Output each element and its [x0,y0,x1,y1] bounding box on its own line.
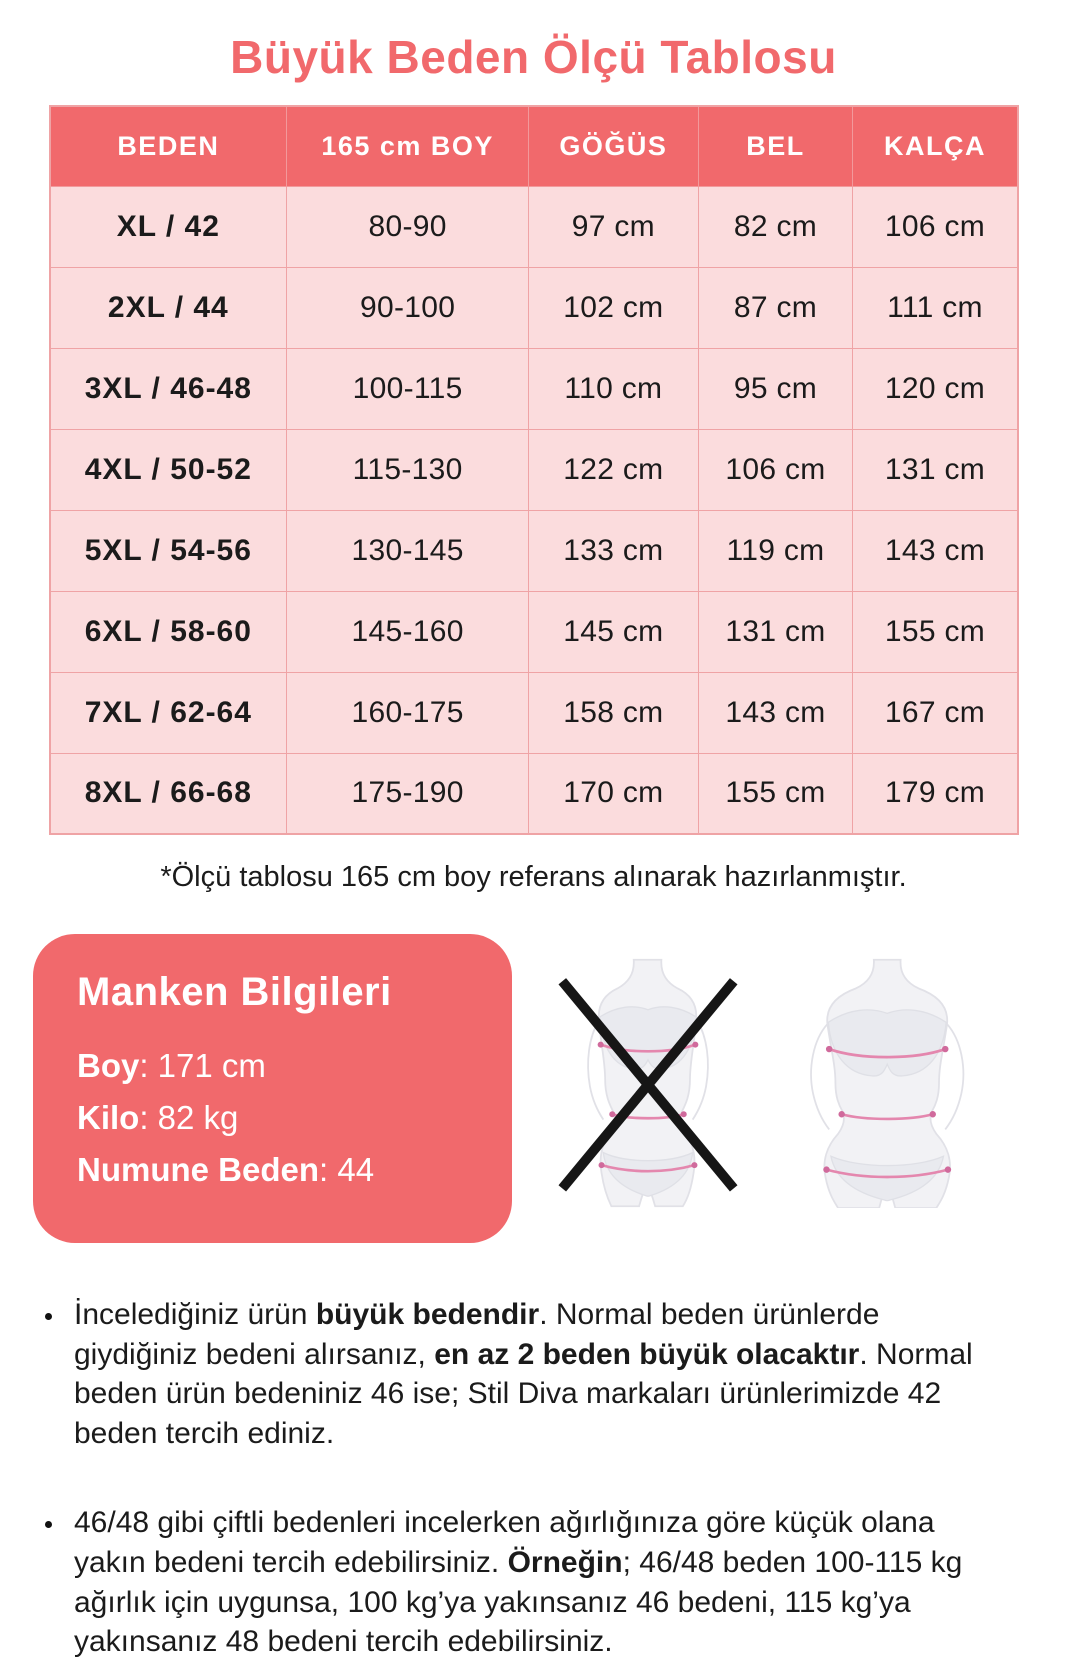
size-cell: 8XL / 66-68 [50,753,287,834]
measure-cell: 100-115 [287,348,529,429]
model-sample-size-line [77,1151,472,1189]
measure-dot [838,1111,844,1117]
measure-dot [929,1111,935,1117]
measure-cell: 167 cm [853,672,1018,753]
measure-cell: 106 cm [853,186,1018,267]
note-item [66,1503,1009,1661]
size-cell: 6XL / 58-60 [50,591,287,672]
size-cell: 4XL / 50-52 [50,429,287,510]
note-text: . Normal beden ürün bedeniniz 46 ise; Stil Diva markaları ürünlerimizde 42 beden tercih ediniz. [74,1337,973,1450]
measure-cell: 179 cm [853,753,1018,834]
measure-cell: 82 cm [698,186,853,267]
note-item [66,1295,1009,1453]
measure-cell: 95 cm [698,348,853,429]
measure-dot [825,1046,831,1052]
measure-cell: 131 cm [853,429,1018,510]
measure-dot [942,1046,948,1052]
measure-cell: 122 cm [529,429,698,510]
measure-cell: 170 cm [529,753,698,834]
table-row [50,591,1018,672]
measure-cell: 155 cm [853,591,1018,672]
measure-cell: 120 cm [853,348,1018,429]
measure-dot [598,1162,604,1168]
size-cell: XL / 42 [50,186,287,267]
measure-cell: 175-190 [287,753,529,834]
note-text: ; 46/48 beden 100-115 kg ağırlık için uygunsa, 100 kg’ya yakınsanız 46 bedeni, 115 kg’ya yakınsanız 48 bedeni tercih edebilirsiniz. [74,1545,963,1659]
column-header: KALÇA [853,106,1018,186]
measure-cell: 130-145 [287,510,529,591]
table-row [50,429,1018,510]
measure-dot [944,1166,950,1172]
measurement-figures [512,934,1027,1208]
size-notes-list [40,1295,1009,1662]
plus-left-arm-line [811,1024,829,1129]
plus-right-arm-line [945,1024,963,1129]
measure-cell: 145-160 [287,591,529,672]
note-text: . Normal beden ürünlerde giydiğiniz bedeni alırsanız, [74,1298,880,1371]
measure-cell: 80-90 [287,186,529,267]
measure-cell: 133 cm [529,510,698,591]
crossed-out-slim-figure-icon [557,958,739,1208]
model-sample-size-value: : 44 [319,1151,375,1188]
measure-cell: 102 cm [529,267,698,348]
size-cell: 5XL / 54-56 [50,510,287,591]
model-height-value: : 171 cm [139,1047,266,1084]
measure-dot [691,1162,697,1168]
model-info-card [33,934,512,1243]
table-row [50,672,1018,753]
measure-cell: 143 cm [853,510,1018,591]
measure-cell: 160-175 [287,672,529,753]
plus-size-figure-icon [795,958,983,1208]
column-header: BEL [698,106,853,186]
note-text: 46/48 gibi çiftli bedenleri incelerken ağırlığınıza göre küçük olana yakın bedeni tercih edebilirsiniz. [74,1506,935,1579]
measure-cell: 131 cm [698,591,853,672]
measure-cell: 90-100 [287,267,529,348]
measure-cell: 115-130 [287,429,529,510]
note-bold-text: en az 2 beden büyük olacaktır [434,1337,860,1371]
measure-dot [692,1042,698,1048]
size-cell: 7XL / 62-64 [50,672,287,753]
model-height-line [77,1047,472,1085]
table-row [50,753,1018,834]
note-text: İncelediğiniz ürün [74,1298,316,1331]
size-cell: 3XL / 46-48 [50,348,287,429]
size-cell: 2XL / 44 [50,267,287,348]
measure-cell: 87 cm [698,267,853,348]
table-row [50,186,1018,267]
model-weight-line [77,1099,472,1137]
measure-cell: 143 cm [698,672,853,753]
measure-dot [597,1042,603,1048]
model-info-section [33,934,1027,1243]
measure-cell: 158 cm [529,672,698,753]
size-table [49,105,1019,835]
page-title: Büyük Beden Ölçü Tablosu [230,31,837,83]
model-weight-value: : 82 kg [139,1099,239,1136]
table-footnote: *Ölçü tablosu 165 cm boy referans alınarak hazırlanmıştır. [160,861,907,893]
measure-cell: 106 cm [698,429,853,510]
model-height-label: Boy [77,1047,140,1084]
measure-cell: 97 cm [529,186,698,267]
measure-cell: 145 cm [529,591,698,672]
measure-dot [680,1111,686,1117]
model-sample-size-label: Numune Beden [77,1151,320,1188]
measure-cell: 111 cm [853,267,1018,348]
column-header: BEDEN [50,106,287,186]
table-row [50,348,1018,429]
measure-cell: 119 cm [698,510,853,591]
measure-cell: 110 cm [529,348,698,429]
measure-cell: 155 cm [698,753,853,834]
model-weight-label: Kilo [77,1099,140,1136]
measure-dot [609,1111,615,1117]
note-bold-text: Örneğin [507,1545,623,1579]
measure-dot [823,1166,829,1172]
table-row [50,510,1018,591]
table-row [50,267,1018,348]
model-info-title: Manken Bilgileri [77,970,392,1014]
note-bold-text: büyük bedendir [315,1298,540,1331]
size-table-header-row [50,106,1018,186]
column-header: 165 cm BOY [287,106,529,186]
column-header: GÖĞÜS [529,106,698,186]
